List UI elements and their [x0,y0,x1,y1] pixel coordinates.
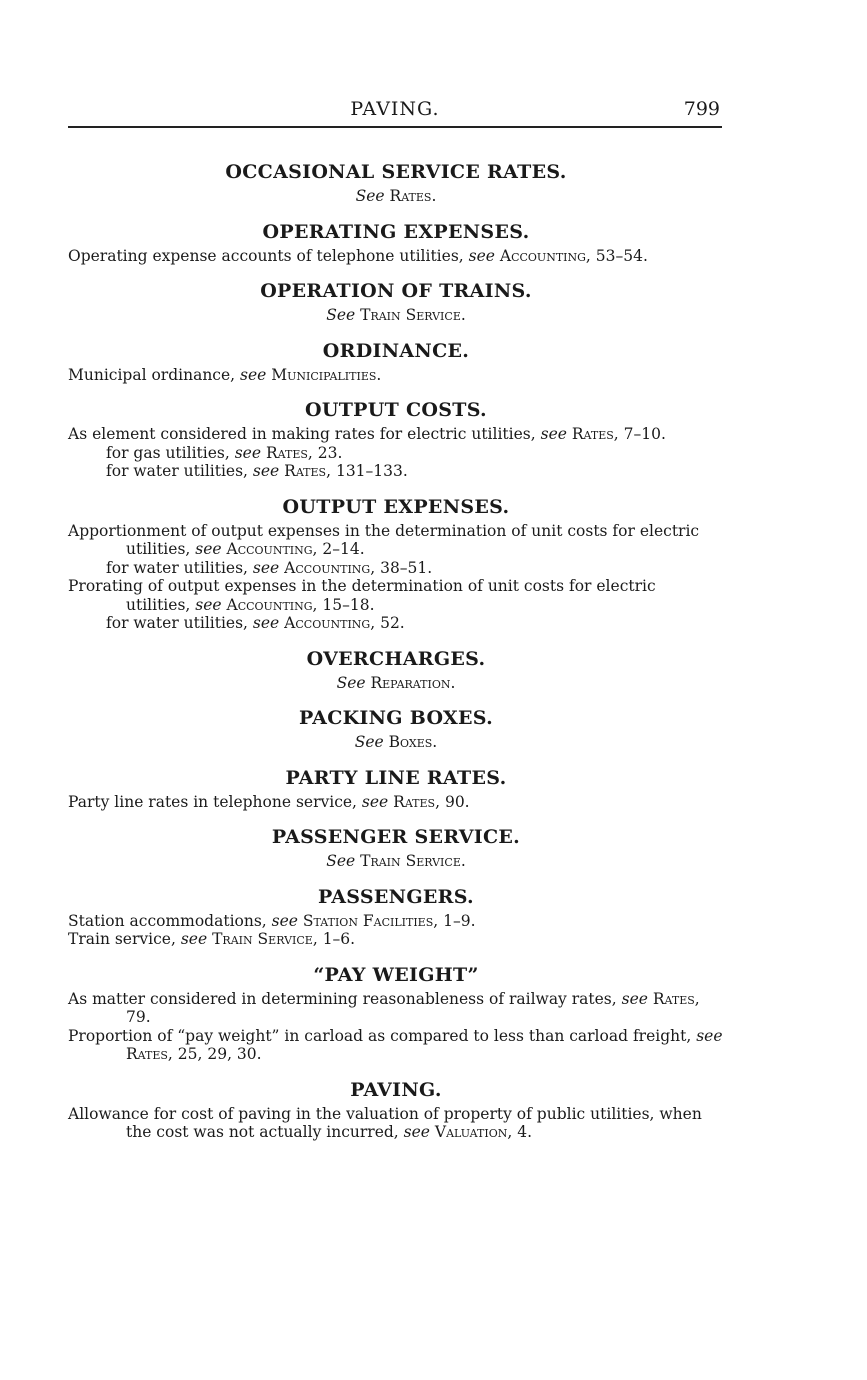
index-entry [68,766,724,812]
entry-heading: OUTPUT COSTS. [305,399,487,421]
running-head: PAVING. [350,98,440,120]
entry-line: As element considered in making rates for electric utilities, see Rates, 7–10. [68,425,666,443]
entry-heading: OPERATION OF TRAINS. [260,280,532,302]
index-entry [68,160,724,206]
entry-subline: for water utilities, see Accounting, 52. [106,614,405,632]
cross-reference: Train Service. [360,852,466,870]
index-content [68,160,724,1156]
entry-line: Prorating of output expenses in the determination of unit costs for electric utilities, see Accounting, 15–18. [68,577,656,614]
cross-reference: Train Service. [360,306,466,324]
entry-line: Operating expense accounts of telephone utilities, see Accounting, 53–54. [68,246,648,265]
entry-subline: for gas utilities, see Rates, 23. [106,443,343,462]
entry-heading: OVERCHARGES. [306,647,486,670]
entry-subline: for water utilities, see Rates, 131–133. [106,462,408,480]
see-reference [68,187,724,206]
see-reference [68,674,724,693]
entry-heading: “PAY WEIGHT” [313,963,479,986]
entry-heading: OUTPUT EXPENSES. [282,495,510,518]
entry-heading: PARTY LINE RATES. [285,766,507,789]
entry-heading: PASSENGER SERVICE. [271,826,521,848]
entry-line: As matter considered in determining reasonableness of railway rates, see Rates, 79. [68,989,700,1026]
index-entry [68,279,724,325]
index-entry [68,963,724,1064]
entry-heading: ORDINANCE. [322,339,470,362]
entry-subline: for water utilities, see Accounting, 38–51. [106,558,433,577]
see-reference [68,733,724,752]
see-word: See [355,187,385,205]
entry-heading: PASSENGERS. [318,885,474,908]
entry-line: Apportionment of output expenses in the determination of unit costs for electric utilities, see Accounting, 2–14. [68,521,700,558]
see-word: See [354,733,384,751]
index-entry [68,1078,724,1142]
cross-reference: Rates. [389,187,437,205]
index-entry [68,706,724,752]
entry-line: Proportion of “pay weight” in carload as compared to less than carload freight, see Rates, 25, 29, 30. [68,1026,723,1063]
entry-line: Municipal ordinance, see Municipalities. [68,365,382,384]
entry-heading: PACKING BOXES. [298,707,494,729]
index-entry [68,398,724,481]
page-header [68,96,722,128]
index-entry [68,825,724,871]
cross-reference: Reparation. [370,673,456,692]
entry-heading: PAVING. [350,1078,442,1101]
see-reference [68,306,724,325]
entry-heading: OCCASIONAL SERVICE RATES. [225,161,567,183]
entry-line: Train service, see Train Service, 1–6. [68,930,356,948]
cross-reference: Boxes. [388,733,438,751]
index-entry [68,647,724,693]
index-entry [68,885,724,949]
index-entry [68,220,724,266]
see-word: See [336,673,366,692]
page-number: 799 [683,98,720,120]
entry-line: Party line rates in telephone service, see Rates, 90. [68,792,470,811]
entry-heading: OPERATING EXPENSES. [262,220,530,243]
entry-line: Allowance for cost of paving in the valuation of property of public utilities, when the cost was not actually incurred, see Valuation, 4. [68,1104,702,1141]
entry-line: Station accommodations, see Station Facilities, 1–9. [68,911,476,930]
see-word: See [326,306,356,324]
see-word: See [326,852,356,870]
index-entry [68,495,724,633]
see-reference [68,852,724,871]
index-entry [68,339,724,385]
